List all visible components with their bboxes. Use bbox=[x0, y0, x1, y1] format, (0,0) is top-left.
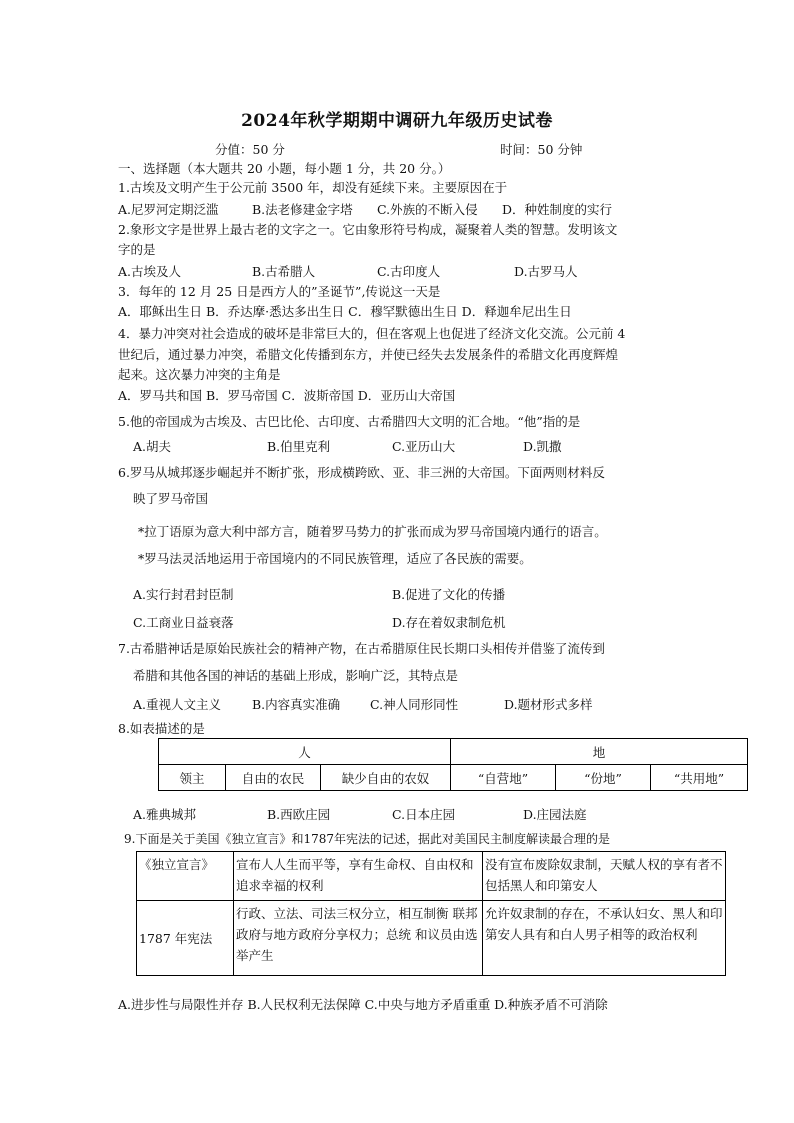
q7-stem-line2: 希腊和其他各国的神话的基础上形成，影响广泛，其特点是 bbox=[133, 668, 459, 683]
q7-option-c: C.神人同形同性 bbox=[370, 697, 459, 712]
table-cell: 缺少自由的农奴 bbox=[321, 765, 451, 791]
q9-stem: 9.下面是关于美国《独立宣言》和1787年宪法的记述，据此对美国民主制度解读最合理的是 bbox=[124, 832, 610, 846]
q2-option-b: B.古希腊人 bbox=[252, 264, 316, 279]
q2-option-a: A.古埃及人 bbox=[118, 264, 182, 279]
q6-stem-line2: 映了罗马帝国 bbox=[133, 491, 209, 506]
q9-table bbox=[136, 851, 726, 976]
table-cell: “自营地” bbox=[451, 765, 556, 791]
q8-option-c: C.日本庄园 bbox=[392, 807, 456, 822]
table-cell: 允许奴隶制的存在，不承认妇女、黑人和印第安人具有和白人男子相等的政治权利 bbox=[483, 901, 726, 976]
page-title: 2024年秋学期期中调研九年级历史试卷 bbox=[241, 111, 553, 131]
section-heading: 一、选择题（本大题共 20 小题，每小题 1 分，共 20 分。） bbox=[118, 161, 451, 176]
table-row bbox=[159, 739, 748, 765]
q9-options: A.进步性与局限性并存 B.人民权利无法保障 C.中央与地方矛盾重重 D.种族矛盾不可消除 bbox=[118, 997, 608, 1012]
q5-option-b: B.伯里克利 bbox=[267, 439, 331, 454]
q6-option-c: C.工商业日益衰落 bbox=[133, 615, 234, 630]
q8-option-b: B.西欧庄园 bbox=[267, 807, 331, 822]
q8-option-a: A.雅典城邦 bbox=[133, 807, 197, 822]
time-label: 时间：50 分钟 bbox=[500, 142, 583, 157]
q5-option-c: C.亚历山大 bbox=[392, 439, 456, 454]
q1-option-b: B.法老修建金字塔 bbox=[252, 202, 353, 217]
table-cell: “共用地” bbox=[651, 765, 748, 791]
q4-options: A．罗马共和国 B．罗马帝国 C．波斯帝国 D．亚历山大帝国 bbox=[118, 388, 456, 403]
q3-stem: 3．每年的 12 月 25 日是西方人的”圣诞节”,传说这一天是 bbox=[118, 284, 441, 299]
table-cell: 1787 年宪法 bbox=[137, 901, 234, 976]
table-header-people: 人 bbox=[159, 739, 451, 765]
q6-option-d: D.存在着奴隶制危机 bbox=[392, 615, 506, 630]
q8-stem: 8.如表描述的是 bbox=[118, 721, 205, 736]
q1-option-a: A.尼罗河定期泛滥 bbox=[118, 202, 219, 217]
q1-option-d: D．种姓制度的实行 bbox=[502, 202, 613, 217]
score-label: 分值：50 分 bbox=[215, 142, 285, 157]
table-cell: 领主 bbox=[159, 765, 226, 791]
q2-stem-line1: 2.象形文字是世界上最古老的文字之一。它由象形符号构成，凝聚着人类的智慧。发明该文 bbox=[118, 222, 618, 237]
table-row bbox=[159, 765, 748, 791]
q2-stem-line2: 字的是 bbox=[118, 242, 156, 257]
q3-options: A．耶稣出生日 B．乔达摩·悉达多出生日 C．穆罕默德出生日 D．释迦牟尼出生日 bbox=[118, 304, 572, 319]
q5-option-a: A.胡夫 bbox=[133, 439, 172, 454]
q6-option-a: A.实行封君封臣制 bbox=[133, 587, 234, 602]
q4-stem-line1: 4．暴力冲突对社会造成的破坏是非常巨大的，但在客观上也促进了经济文化交流。公元前 4 bbox=[118, 326, 626, 341]
q2-option-d: D.古罗马人 bbox=[514, 264, 578, 279]
q6-material-2: *罗马法灵活地运用于帝国境内的不同民族管理，适应了各民族的需要。 bbox=[138, 551, 532, 566]
q6-material-1: *拉丁语原为意大利中部方言，随着罗马势力的扩张而成为罗马帝国境内通行的语言。 bbox=[138, 524, 607, 539]
q1-stem: 1.古埃及文明产生于公元前 3500 年，却没有延续下来。主要原因在于 bbox=[118, 180, 508, 195]
table-cell: 《独立宣言》 bbox=[137, 852, 234, 901]
q8-option-d: D.庄园法庭 bbox=[523, 807, 587, 822]
q6-stem-line1: 6.罗马从城邦逐步崛起并不断扩张，形成横跨欧、亚、非三洲的大帝国。下面两则材料反 bbox=[118, 465, 605, 480]
q7-option-d: D.题材形式多样 bbox=[504, 697, 593, 712]
q7-stem-line1: 7.古希腊神话是原始民族社会的精神产物，在古希腊原住民长期口头相传并借鉴了流传到 bbox=[118, 641, 605, 656]
q4-stem-line3: 起来。这次暴力冲突的主角是 bbox=[118, 367, 281, 382]
table-cell: 自由的农民 bbox=[226, 765, 321, 791]
table-row bbox=[137, 852, 726, 901]
q7-option-a: A.重视人文主义 bbox=[133, 697, 222, 712]
q2-option-c: C.古印度人 bbox=[377, 264, 441, 279]
table-row bbox=[137, 901, 726, 976]
q5-stem: 5.他的帝国成为古埃及、古巴比伦、古印度、古希腊四大文明的汇合地。“他”指的是 bbox=[118, 414, 581, 429]
table-cell: 宣布人人生而平等，享有生命权、自由权和追求幸福的权利 bbox=[234, 852, 483, 901]
table-cell: “份地” bbox=[556, 765, 651, 791]
q1-option-c: C.外族的不断入侵 bbox=[377, 202, 478, 217]
q4-stem-line2: 世纪后，通过暴力冲突，希腊文化传播到东方，并使已经失去发展条件的希腊文化再度辉煌 bbox=[118, 347, 619, 362]
q6-option-b: B.促进了文化的传播 bbox=[392, 587, 506, 602]
table-cell: 行政、立法、司法三权分立，相互制衡 联邦政府与地方政府分享权力；总统 和议员由选举产生 bbox=[234, 901, 483, 976]
q5-option-d: D.凯撒 bbox=[523, 439, 562, 454]
q8-table bbox=[158, 738, 748, 791]
table-header-land: 地 bbox=[451, 739, 748, 765]
table-cell: 没有宣布废除奴隶制，天赋人权的享有者不包括黑人和印第安人 bbox=[483, 852, 726, 901]
q7-option-b: B.内容真实准确 bbox=[252, 697, 341, 712]
